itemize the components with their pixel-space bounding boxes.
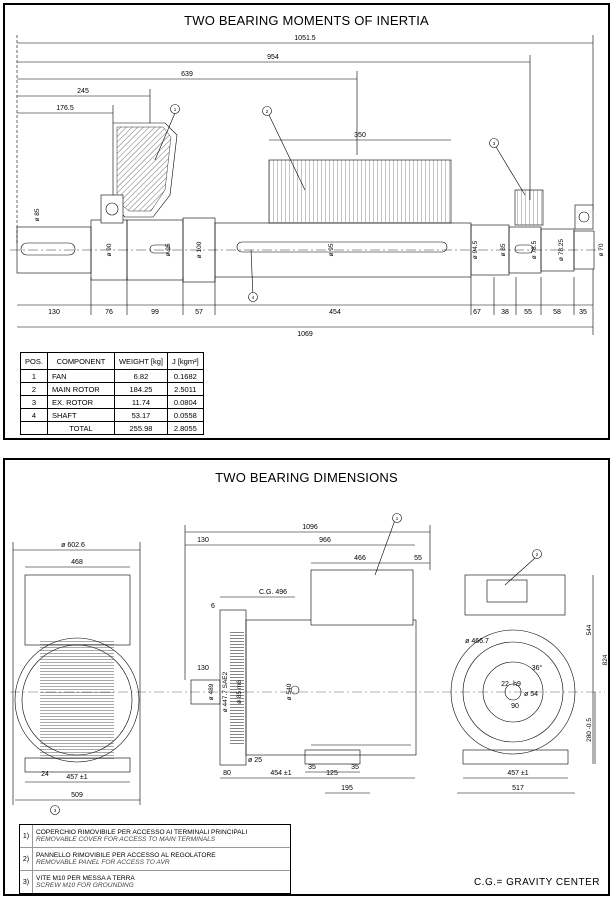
cell-pos: 4: [21, 409, 48, 422]
dim-454: 454: [329, 309, 341, 316]
inertia-table: [20, 352, 204, 435]
dia-78-25: ø 78.25: [558, 238, 565, 262]
side-box-end: 55: [414, 555, 422, 562]
dim-35: 35: [579, 309, 587, 316]
dim-1069: 1069: [297, 331, 313, 338]
note-number: 1): [22, 832, 30, 840]
dia-94-5: ø 94.5: [472, 240, 479, 260]
note-italian: COPERCHIO RIMOVIBILE PER ACCESSO AI TERMINALI PRINCIPALI: [36, 829, 248, 836]
dia-85-a: ø 85: [34, 208, 41, 222]
dimensions-drawing: [5, 460, 608, 820]
side-terminal-box: [311, 570, 413, 625]
cell-weight: 11.74: [114, 396, 167, 409]
right-height: 280 -0.5: [586, 718, 593, 742]
cell-weight: 6.82: [114, 370, 167, 383]
side-overall: 1096: [302, 524, 318, 531]
side-shaft-len: 130: [197, 665, 209, 672]
left-foot: 24: [41, 771, 49, 778]
cell-weight: 184.25: [114, 383, 167, 396]
side-b5: 35: [351, 764, 359, 771]
side-d-spigot: ø 447.7 SAE2: [222, 671, 229, 713]
balloon-2-label: 2: [265, 109, 269, 114]
side-flange-len: 130: [197, 537, 209, 544]
cell-component: EX. ROTOR: [47, 396, 114, 409]
side-b4: 125: [326, 770, 338, 777]
side-d-body: ø 540: [286, 683, 293, 701]
right-key-h: h9: [513, 681, 521, 688]
cell-j: 0.1682: [167, 370, 203, 383]
cell-j: 2.5011: [167, 383, 203, 396]
left-base-inner: 457 ±1: [66, 774, 88, 781]
note-number: 3): [22, 878, 30, 886]
right-angle: 36°: [531, 665, 543, 672]
dim-954: 954: [267, 54, 279, 61]
dim-38: 38: [501, 309, 509, 316]
dia-95-b: ø 95: [328, 243, 335, 257]
dia-90: ø 90: [106, 243, 113, 257]
note-italian: VITE M10 PER MESSA A TERRA: [36, 875, 135, 882]
side-hole: ø 25: [247, 757, 263, 764]
cell-total-weight: 255.98: [114, 422, 167, 435]
gravity-center-legend: C.G.= GRAVITY CENTER: [473, 877, 600, 888]
cell-j: 0.0558: [167, 409, 203, 422]
moments-of-inertia-panel: [3, 3, 610, 440]
note-italian: PANNELLO RIMOVIBILE PER ACCESSO AL REGOLATORE: [36, 852, 216, 859]
left-d-outer: ø 602.6: [61, 542, 85, 549]
left-top-width: 468: [71, 559, 83, 566]
col-j: J [kgm²]: [167, 353, 203, 370]
dim-55: 55: [524, 309, 532, 316]
side-b3: 35: [308, 764, 316, 771]
dia-70: ø 70: [598, 243, 605, 257]
panel2-title: TWO BEARING DIMENSIONS: [215, 470, 398, 485]
p2-balloon-1-label: 1: [395, 516, 399, 521]
dim-350: 350: [354, 132, 366, 139]
dia-100: ø 100: [196, 241, 203, 259]
dim-1051-5: 1051.5: [294, 35, 316, 42]
cell-total-label: TOTAL: [47, 422, 114, 435]
note-english: REMOVABLE PANEL FOR ACCESS TO AVR: [36, 859, 170, 866]
balloon-3-label: 3: [492, 141, 496, 146]
dim-245: 245: [77, 88, 89, 95]
left-base-outer: 509: [71, 792, 83, 799]
p2-balloon-3-label: 3: [53, 808, 57, 813]
dia-78-5: ø 78.5: [531, 240, 538, 260]
cell-component: MAIN ROTOR: [47, 383, 114, 396]
cell-component: FAN: [47, 370, 114, 383]
note-english: SCREW M10 FOR GROUNDING: [36, 882, 134, 889]
right-base-outer: 517: [512, 785, 524, 792]
cell-j: 0.0804: [167, 396, 203, 409]
cell-component: SHAFT: [47, 409, 114, 422]
cell-pos: 1: [21, 370, 48, 383]
p2-balloon-2-label: 2: [535, 552, 539, 557]
side-d-shaft: ø 85 m6: [236, 680, 243, 704]
dim-176-5: 176.5: [56, 105, 74, 112]
right-r-outer: ø 466.7: [465, 638, 489, 645]
right-base: 457 ±1: [507, 770, 529, 777]
side-b2: 454 ±1: [270, 770, 292, 777]
col-pos: POS.: [21, 353, 48, 370]
col-weight: WEIGHT [kg]: [114, 353, 167, 370]
side-box: 466: [354, 555, 366, 562]
dim-76: 76: [105, 309, 113, 316]
note-item: [20, 871, 290, 893]
note-item: [20, 848, 290, 871]
side-body: [246, 620, 416, 755]
side-body-len: 966: [319, 537, 331, 544]
cell-total-j: 2.8055: [167, 422, 203, 435]
table-total-row: [21, 422, 204, 435]
balloon-4-label: 4: [251, 295, 255, 300]
left-terminal-box: [25, 575, 130, 645]
side-b6: 195: [341, 785, 353, 792]
cell-weight: 53.17: [114, 409, 167, 422]
balloon-1-label: 1: [173, 107, 177, 112]
col-component: COMPONENT: [47, 353, 114, 370]
right-h-total: 824: [602, 654, 609, 666]
dim-130: 130: [48, 309, 60, 316]
right-key-w: 22: [501, 681, 509, 688]
side-b1: 80: [223, 770, 231, 777]
dim-57: 57: [195, 309, 203, 316]
right-hole: ø 54: [523, 691, 539, 698]
right-terminal-box: [465, 575, 565, 615]
note-number: 2): [22, 855, 30, 863]
cell-pos: 3: [21, 396, 48, 409]
dim-99: 99: [151, 309, 159, 316]
cell-pos: 2: [21, 383, 48, 396]
right-h-box: 544: [586, 624, 593, 636]
side-cg: C.G. 496: [258, 589, 288, 596]
panel1-title: TWO BEARING MOMENTS OF INERTIA: [184, 13, 429, 28]
side-flange-th: 6: [211, 603, 215, 610]
notes-box: [19, 824, 291, 894]
note-english: REMOVABLE COVER FOR ACCESS TO MAIN TERMINALS: [36, 836, 216, 843]
table-row: [21, 409, 204, 422]
note-item: [20, 825, 290, 848]
dia-95-a: ø 95: [165, 243, 172, 257]
dia-85-b: ø 85: [500, 243, 507, 257]
side-d-flange: ø 489: [208, 683, 215, 701]
right-shaft-ref: 90: [511, 703, 519, 710]
dim-639: 639: [181, 71, 193, 78]
table-row: [21, 370, 204, 383]
table-row: [21, 396, 204, 409]
dimensions-panel: [3, 458, 610, 896]
dim-67: 67: [473, 309, 481, 316]
table-header-row: [21, 353, 204, 370]
dim-58: 58: [553, 309, 561, 316]
table-row: [21, 383, 204, 396]
